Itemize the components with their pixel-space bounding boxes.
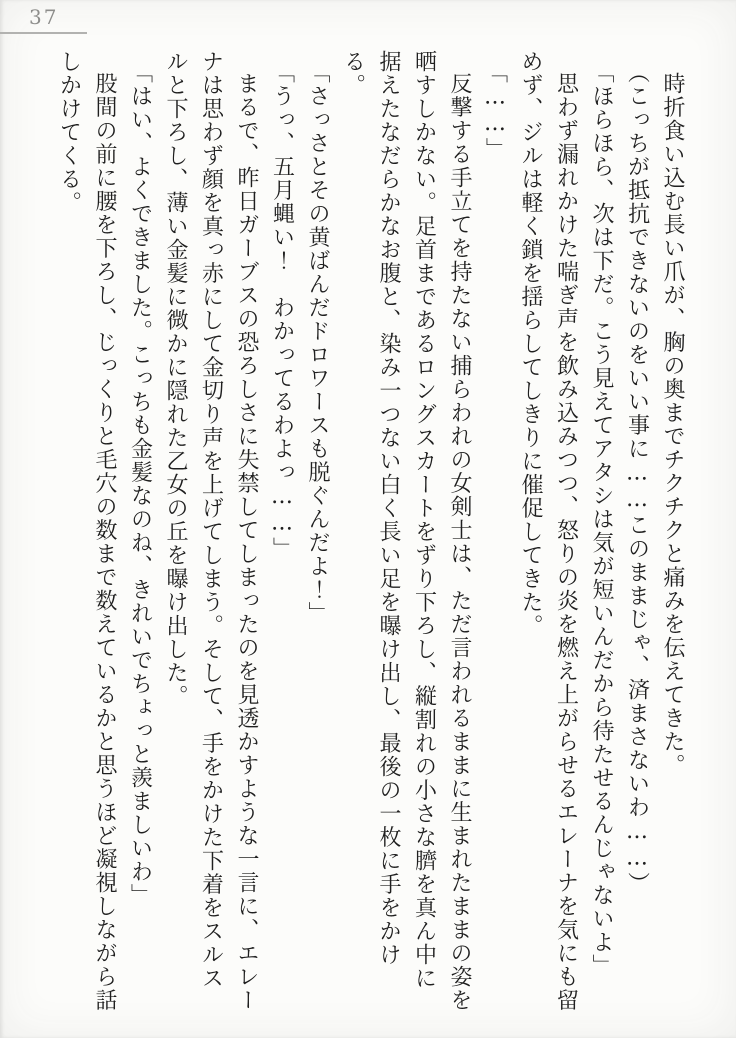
- page-number: 37: [29, 5, 59, 29]
- folio-rule: [0, 32, 87, 34]
- paragraph: 反撃する手立てを持たない捕らわれの女剣士は、ただ言われるままに生まれたままの姿を晒すしかない。足首まであるロングスカートをずり下ろし、縦割れの小さな臍を真ん中に据えたなだらかなお腹と、染み一つない白く長い足を曝け出し、最後の一枚に手をかける。: [340, 50, 472, 1012]
- paragraph: 「さっさとその黄ばんだドロワースも脱ぐんだよ！」: [305, 61, 330, 625]
- paragraph: （こっちが抵抗できないのをいい事に……このままじゃ、済まさないわ……）: [624, 61, 650, 896]
- paragraph: 「ほらほら、次は下だ。こう見えてアタシは気が短いんだから待たせるんじゃないよ」: [589, 61, 614, 978]
- paragraph: 股間の前に腰を下ろし、じっくりと毛穴の数まで数えているかと思うほど凝視しながら話しかけてくる。: [56, 50, 117, 1012]
- paragraph: 「……」: [482, 61, 508, 161]
- paragraph: 時折食い込む長い爪が、胸の奥までチクチクと痛みを伝えてきた。: [660, 72, 685, 777]
- paragraph: 「うっ、五月蝿い！ わかってるわよっ……」: [269, 61, 295, 561]
- paragraph: 思わず漏れかけた喘ぎ声を飲み込みつつ、怒りの炎を燃え上がらせるエレーナを気にも留めず、ジルは軽く鎖を揺らしてしきりに催促してきた。: [518, 50, 579, 1012]
- paragraph: 「はい、よくできました。こっちも金髪なのね、きれいでちょっと羨ましいわ」: [127, 61, 153, 907]
- paragraph: まるで、昨日ガーブスの恐ろしさに失禁してしまったのを見透かすような一言に、エレーナは思わず顔を真っ赤にして金切り声を上げてしまう。そして、手をかけた下着をスルスルと下ろし、薄い金髪に微かに隠れた乙女の丘を曝け出した。: [163, 50, 259, 1012]
- vertical-text-body: [51, 50, 690, 1012]
